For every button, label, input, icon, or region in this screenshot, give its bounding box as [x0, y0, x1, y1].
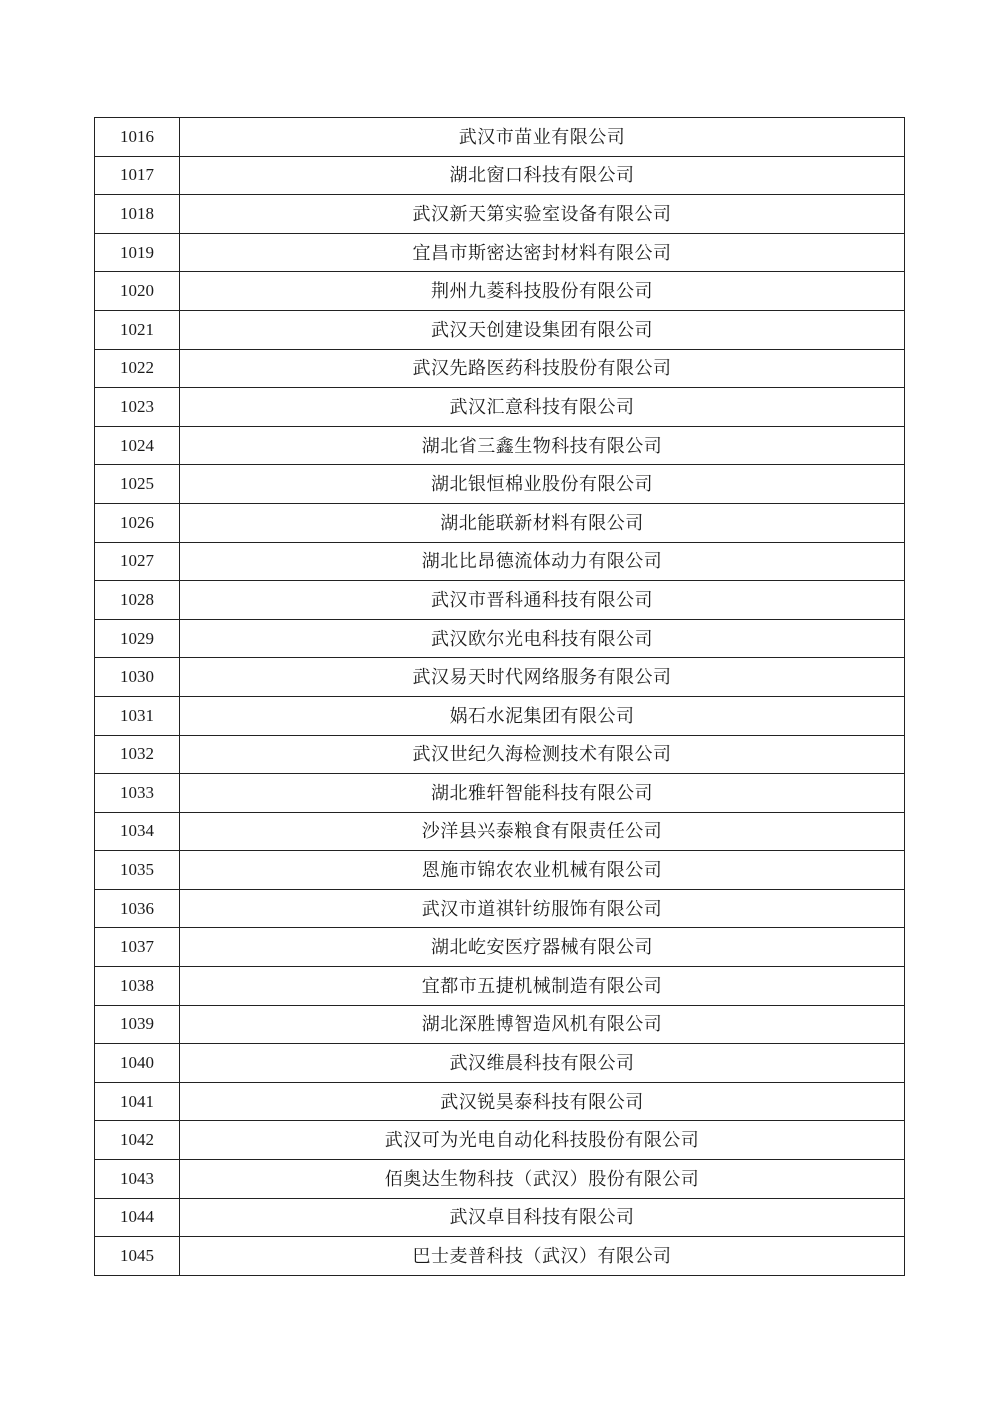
company-name: 娲石水泥集团有限公司: [180, 696, 905, 735]
row-number: 1019: [95, 233, 180, 272]
table-row: [95, 272, 905, 311]
company-name: 宜都市五捷机械制造有限公司: [180, 967, 905, 1006]
row-number: 1037: [95, 928, 180, 967]
row-number: 1045: [95, 1237, 180, 1276]
row-number: 1033: [95, 774, 180, 813]
company-list-body: [95, 118, 905, 1276]
row-number: 1030: [95, 658, 180, 697]
row-number: 1018: [95, 195, 180, 234]
table-row: [95, 658, 905, 697]
company-name: 武汉天创建设集团有限公司: [180, 310, 905, 349]
table-row: [95, 812, 905, 851]
table-row: [95, 851, 905, 890]
table-row: [95, 156, 905, 195]
table-row: [95, 696, 905, 735]
row-number: 1042: [95, 1121, 180, 1160]
company-name: 武汉欧尔光电科技有限公司: [180, 619, 905, 658]
row-number: 1016: [95, 118, 180, 157]
company-name: 武汉市道祺针纺服饰有限公司: [180, 889, 905, 928]
company-name: 武汉可为光电自动化科技股份有限公司: [180, 1121, 905, 1160]
row-number: 1024: [95, 426, 180, 465]
row-number: 1044: [95, 1198, 180, 1237]
company-name: 恩施市锦农农业机械有限公司: [180, 851, 905, 890]
table-row: [95, 774, 905, 813]
company-name: 沙洋县兴泰粮食有限责任公司: [180, 812, 905, 851]
company-name: 武汉维晨科技有限公司: [180, 1044, 905, 1083]
row-number: 1041: [95, 1082, 180, 1121]
table-row: [95, 195, 905, 234]
table-row: [95, 581, 905, 620]
company-name: 湖北深胜博智造风机有限公司: [180, 1005, 905, 1044]
table-row: [95, 1121, 905, 1160]
row-number: 1027: [95, 542, 180, 581]
row-number: 1036: [95, 889, 180, 928]
row-number: 1021: [95, 310, 180, 349]
table-row: [95, 1082, 905, 1121]
row-number: 1038: [95, 967, 180, 1006]
company-name: 佰奥达生物科技（武汉）股份有限公司: [180, 1160, 905, 1199]
row-number: 1040: [95, 1044, 180, 1083]
row-number: 1023: [95, 388, 180, 427]
table-row: [95, 1005, 905, 1044]
company-name: 武汉锐昊泰科技有限公司: [180, 1082, 905, 1121]
table-row: [95, 967, 905, 1006]
company-name: 武汉市晋科通科技有限公司: [180, 581, 905, 620]
table-row: [95, 542, 905, 581]
table-row: [95, 233, 905, 272]
company-name: 巴士麦普科技（武汉）有限公司: [180, 1237, 905, 1276]
table-row: [95, 426, 905, 465]
company-name: 湖北比昂德流体动力有限公司: [180, 542, 905, 581]
row-number: 1034: [95, 812, 180, 851]
table-row: [95, 1044, 905, 1083]
company-name: 武汉市苗业有限公司: [180, 118, 905, 157]
row-number: 1029: [95, 619, 180, 658]
company-name: 武汉卓目科技有限公司: [180, 1198, 905, 1237]
company-name: 武汉新天第实验室设备有限公司: [180, 195, 905, 234]
table-row: [95, 310, 905, 349]
company-name: 湖北银恒棉业股份有限公司: [180, 465, 905, 504]
table-row: [95, 349, 905, 388]
company-name: 荆州九菱科技股份有限公司: [180, 272, 905, 311]
row-number: 1039: [95, 1005, 180, 1044]
company-name: 湖北省三鑫生物科技有限公司: [180, 426, 905, 465]
company-name: 湖北窗口科技有限公司: [180, 156, 905, 195]
row-number: 1025: [95, 465, 180, 504]
table-row: [95, 889, 905, 928]
row-number: 1043: [95, 1160, 180, 1199]
company-name: 武汉汇意科技有限公司: [180, 388, 905, 427]
table-row: [95, 465, 905, 504]
row-number: 1017: [95, 156, 180, 195]
table-row: [95, 619, 905, 658]
company-name: 湖北屹安医疗器械有限公司: [180, 928, 905, 967]
row-number: 1022: [95, 349, 180, 388]
table-row: [95, 928, 905, 967]
table-row: [95, 388, 905, 427]
table-row: [95, 735, 905, 774]
row-number: 1020: [95, 272, 180, 311]
company-name: 武汉先路医药科技股份有限公司: [180, 349, 905, 388]
table-row: [95, 503, 905, 542]
company-name: 武汉世纪久海检测技术有限公司: [180, 735, 905, 774]
row-number: 1028: [95, 581, 180, 620]
company-name: 武汉易天时代网络服务有限公司: [180, 658, 905, 697]
company-name: 湖北雅轩智能科技有限公司: [180, 774, 905, 813]
company-list-table: [94, 117, 905, 1276]
row-number: 1032: [95, 735, 180, 774]
company-name: 宜昌市斯密达密封材料有限公司: [180, 233, 905, 272]
row-number: 1031: [95, 696, 180, 735]
row-number: 1035: [95, 851, 180, 890]
table-row: [95, 118, 905, 157]
table-row: [95, 1237, 905, 1276]
table-row: [95, 1198, 905, 1237]
row-number: 1026: [95, 503, 180, 542]
company-name: 湖北能联新材料有限公司: [180, 503, 905, 542]
table-row: [95, 1160, 905, 1199]
